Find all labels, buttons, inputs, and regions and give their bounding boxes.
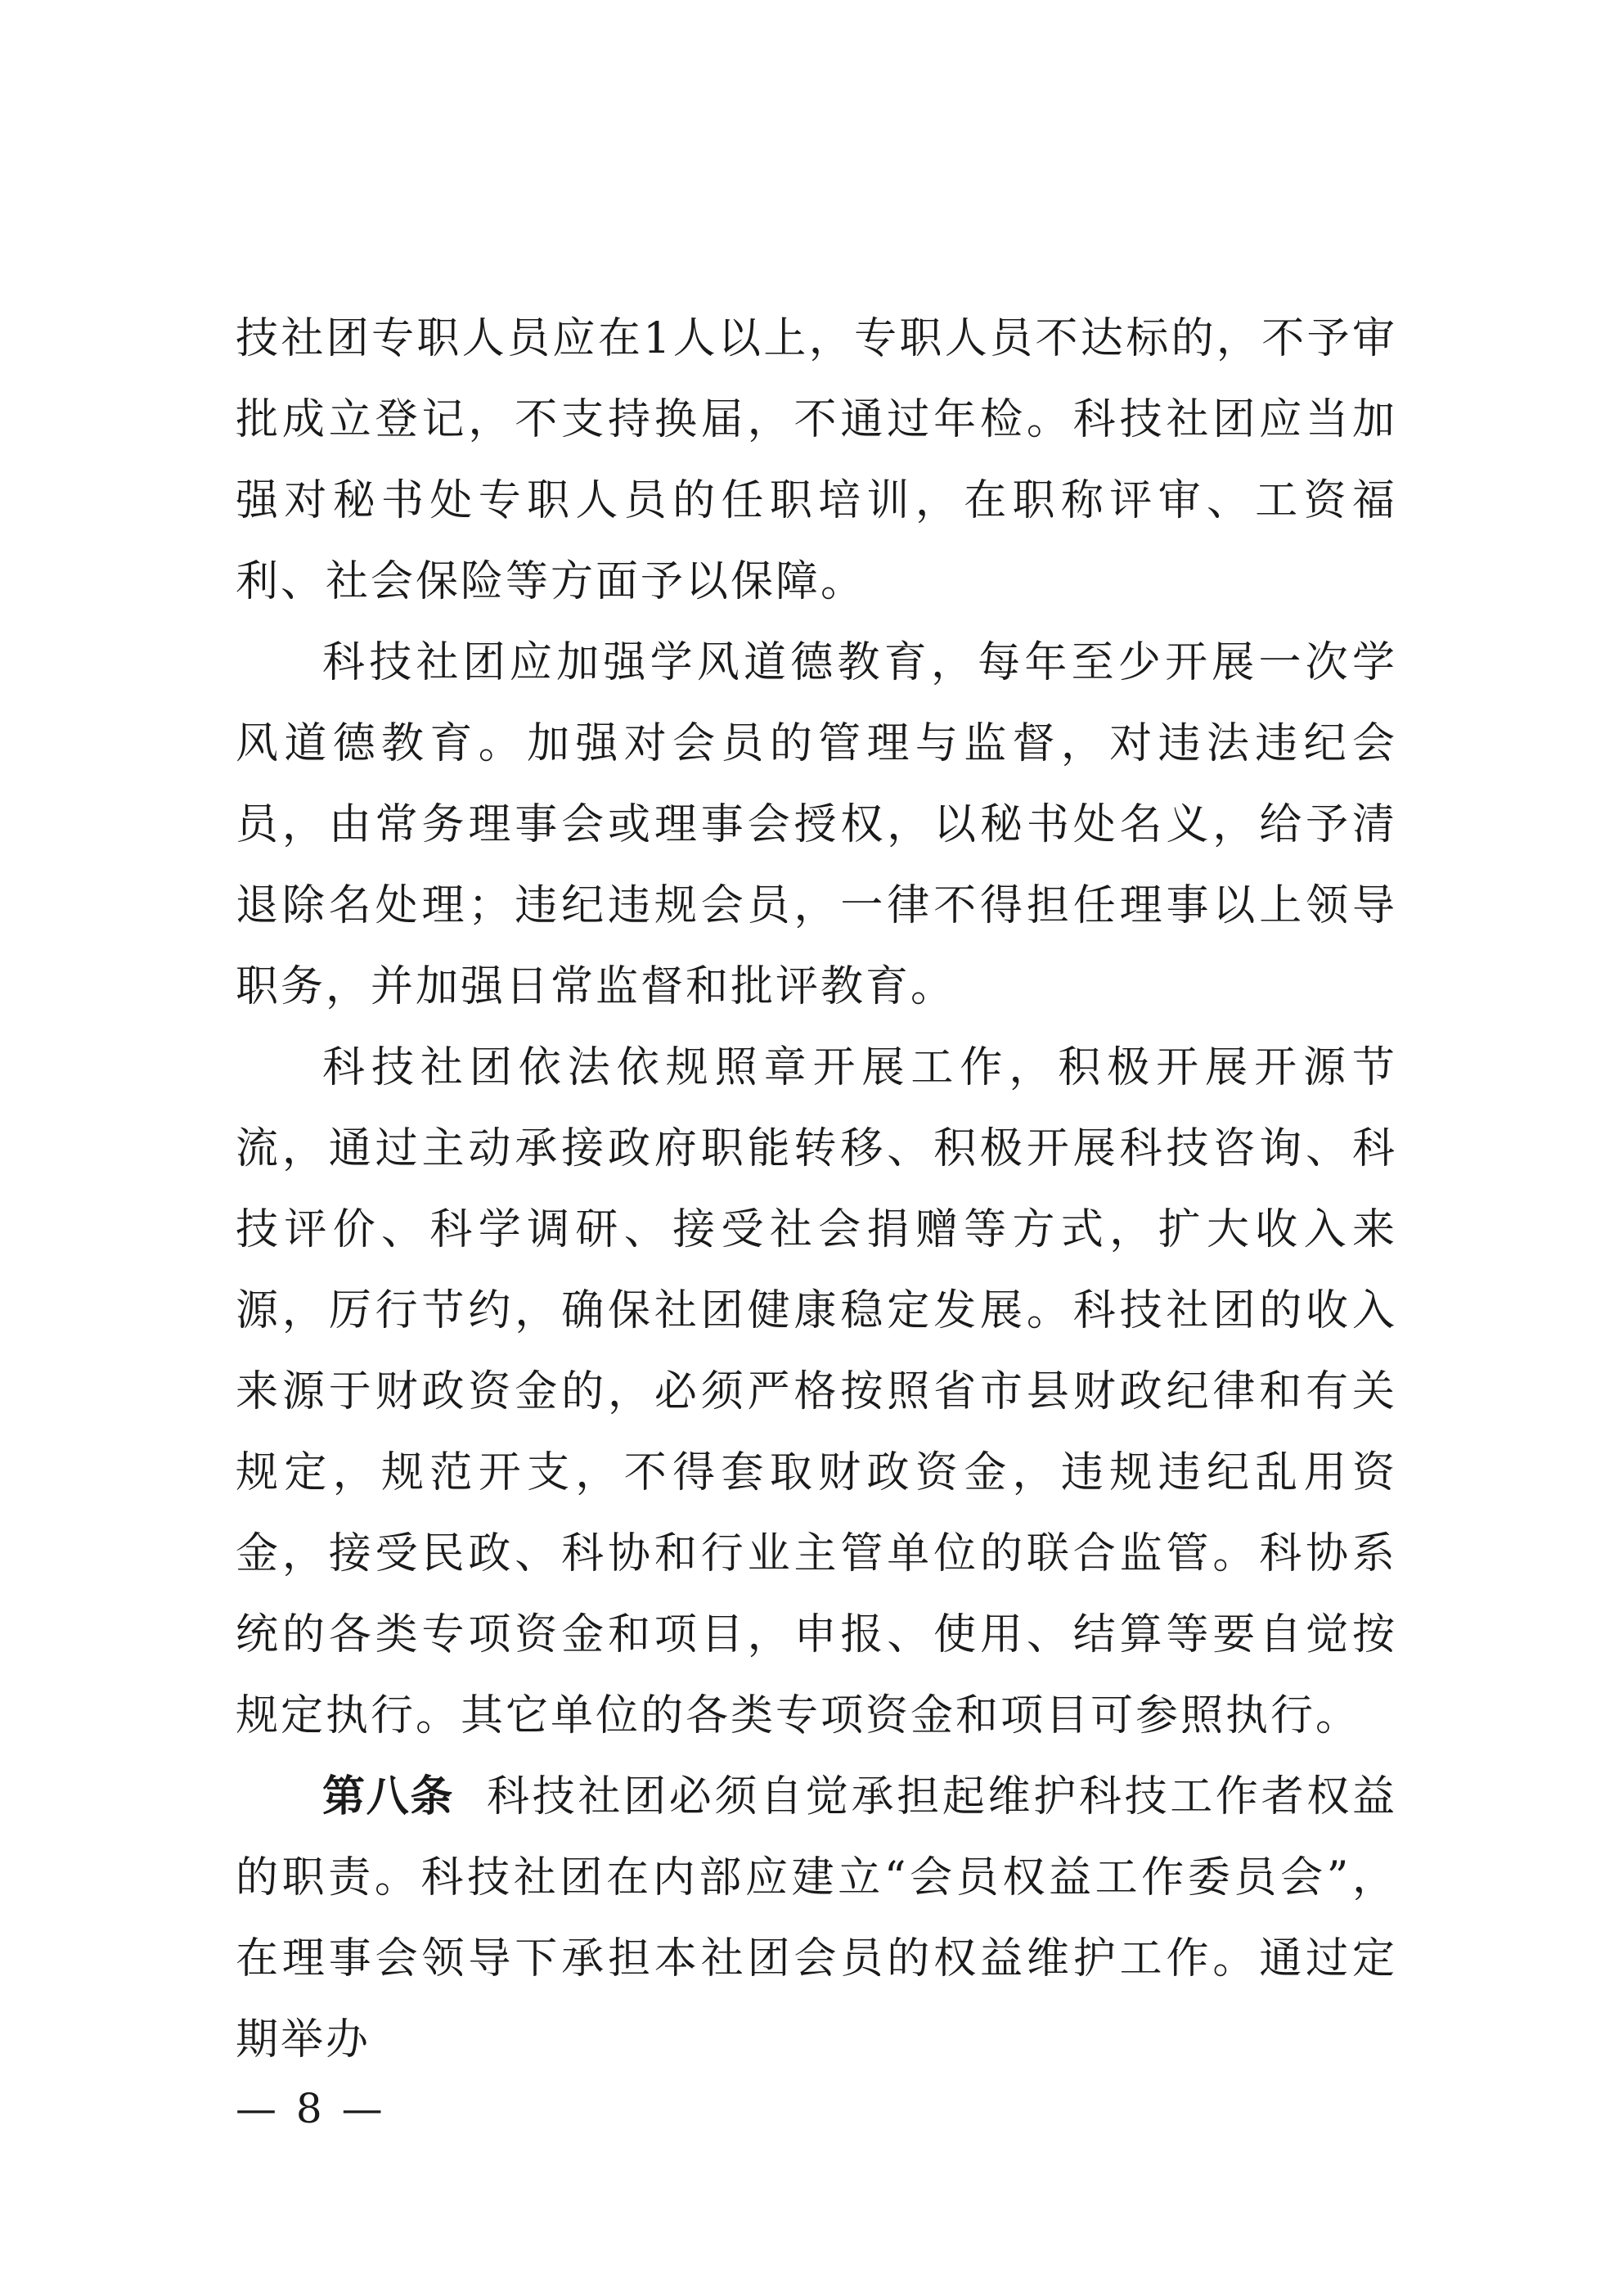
article-label: 第八条 <box>322 1772 455 1821</box>
article-eight-paragraph <box>236 1757 1397 2081</box>
document-body <box>236 299 1397 2081</box>
paragraph-continuation: 技社团专职人员应在1人以上，专职人员不达标的，不予审批成立登记，不支持换届，不通过年检。科技社团应当加强对秘书处专职人员的任职培训，在职称评审、工资福利、社会保险等方面予以保障。 <box>236 314 1397 606</box>
page-number: — 8 — <box>236 2085 386 2132</box>
article-text: 科技社团必须自觉承担起维护科技工作者权益的职责。科技社团在内部应建立“会员权益工作委员会”，在理事会领导下承担本社团会员的权益维护工作。通过定期举办 <box>236 1772 1397 2064</box>
paragraph-ethics-education: 科技社团应加强学风道德教育，每年至少开展一次学风道德教育。加强对会员的管理与监督，对违法违纪会员，由常务理事会或理事会授权，以秘书处名义，给予清退除名处理；违纪违规会员，一律不得担任理事以上领导职务，并加强日常监督和批评教育。 <box>236 638 1397 1011</box>
paragraph-funding-rules: 科技社团依法依规照章开展工作，积极开展开源节流，通过主动承接政府职能转移、积极开展科技咨询、科技评价、科学调研、接受社会捐赠等方式，扩大收入来源，厉行节约，确保社团健康稳定发展。科技社团的收入来源于财政资金的，必须严格按照省市县财政纪律和有关规定，规范开支，不得套取财政资金，违规违纪乱用资金，接受民政、科协和行业主管单位的联合监管。科协系统的各类专项资金和项目，申报、使用、结算等要自觉按规定执行。其它单位的各类专项资金和项目可参照执行。 <box>236 1043 1397 1740</box>
